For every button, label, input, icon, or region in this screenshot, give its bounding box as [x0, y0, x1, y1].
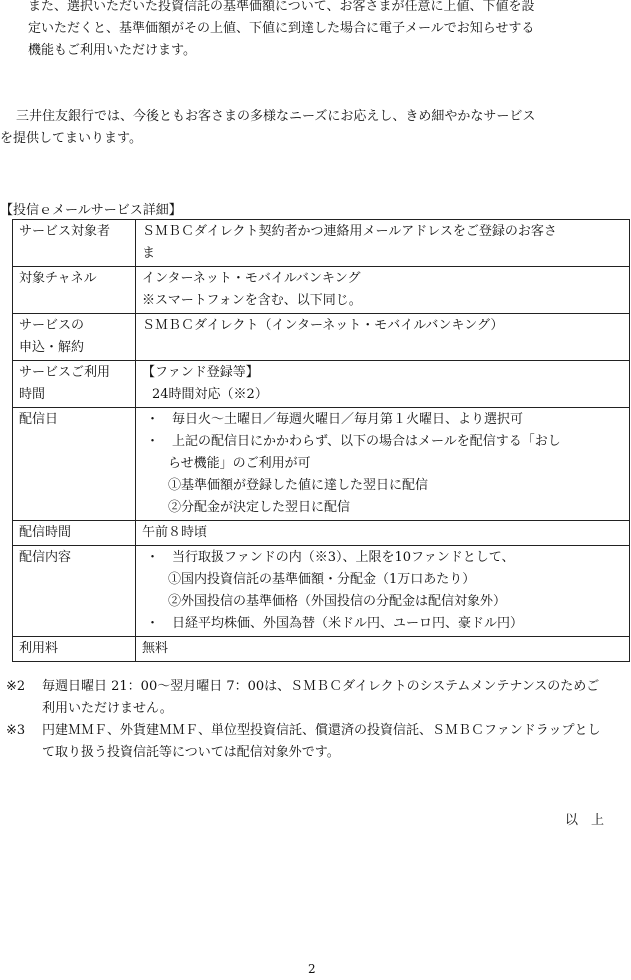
key-text: 配信内容 [19, 550, 72, 565]
table-value-cell [136, 408, 630, 521]
table-value-cell [136, 267, 630, 314]
footnote-marker: ※3 [6, 723, 26, 738]
value-text: らせ機能」のご利用が可 [168, 456, 311, 471]
value-text: ま [142, 246, 156, 261]
key-text: 時間 [19, 387, 46, 402]
table-key-cell [13, 220, 136, 267]
key-text: 申込・解約 [19, 340, 85, 355]
value-text: ※スマートフォンを含む、以下同じ。 [142, 293, 362, 308]
table-row-delivery-time [13, 521, 630, 546]
value-text: 午前８時頃 [142, 525, 208, 540]
key-text: サービス対象者 [19, 224, 111, 239]
value-text: ②分配金が決定した翌日に配信 [168, 500, 351, 515]
table-row-delivery-content [13, 546, 630, 637]
footnote [6, 676, 616, 720]
value-text: ・ 上記の配信日にかかわらず、以下の場合はメールを配信する「おし [146, 434, 561, 449]
key-text: 対象チャネル [19, 271, 97, 286]
table-key-cell [13, 267, 136, 314]
intro-line: 定いただくと、基準価額がその上値、下値に到達した場合に電子メールでお知らせする [28, 21, 535, 36]
table-key-cell [13, 361, 136, 408]
intro-paragraph [28, 0, 628, 62]
table-value-cell [136, 220, 630, 267]
table-value-cell [136, 637, 630, 662]
value-text: ＳＭＢＣダイレクト契約者かつ連絡用メールアドレスをご登録のお客さ [142, 224, 557, 239]
table-key-cell [13, 546, 136, 637]
closing-paragraph-line: を提供してまいります。 [0, 131, 142, 146]
intro-line: また、選択いただいた投資信託の基準価額について、お客さまが任意に上値、下値を設 [28, 0, 535, 14]
intro-line: 機能もご利用いただけます。 [28, 43, 196, 58]
footnote-text: 円建ＭＭＦ、外貨建ＭＭＦ、単位型投資信託、償還済の投資信託、ＳＭＢＣファンドラップとして取り扱う投資信託等については配信対象外です。 [42, 723, 601, 760]
table-title: 【投信ｅメールサービス詳細】 [0, 203, 182, 218]
page-number: 2 [308, 962, 316, 976]
table-value-cell [136, 314, 630, 361]
table-key-cell [13, 314, 136, 361]
value-text: ①基準価額が登録した値に達した翌日に配信 [168, 478, 429, 493]
table-value-cell [136, 361, 630, 408]
key-text: 配信日 [19, 412, 59, 427]
closing-paragraph [0, 106, 620, 150]
footnote-marker: ※2 [6, 679, 26, 694]
table-row-delivery-days [13, 408, 630, 521]
table-key-cell [13, 637, 136, 662]
value-text: 24時間対応（※2） [152, 387, 268, 402]
key-text: サービスの [19, 318, 85, 333]
value-text: ・ 毎日火～土曜日／毎週火曜日／毎月第１火曜日、より選択可 [146, 412, 524, 427]
service-detail-table [12, 219, 630, 662]
value-text: 【ファンド登録等】 [142, 365, 259, 380]
value-text: ①国内投資信託の基準価額・分配金（1万口あたり） [168, 572, 476, 587]
value-text: 無料 [142, 641, 169, 656]
value-text: ・ 当行取扱ファンドの内（※3）、上限を10ファンドとして、 [146, 550, 515, 565]
key-text: 配信時間 [19, 525, 72, 540]
table-value-cell [136, 546, 630, 637]
footnotes [6, 676, 616, 764]
closing-mark: 以 上 [565, 813, 605, 828]
value-text: ・ 日経平均株価、外国為替（米ドル円、ユーロ円、豪ドル円） [146, 616, 524, 631]
table-row-target-users [13, 220, 630, 267]
table-row-fee [13, 637, 630, 662]
value-text: ②外国投信の基準価格（外国投信の分配金は配信対象外） [168, 594, 507, 609]
table-row-channel [13, 267, 630, 314]
table-key-cell [13, 408, 136, 521]
key-text: 利用料 [19, 641, 59, 656]
closing-paragraph-line: 三井住友銀行では、今後ともお客さまの多様なニーズにお応えし、きめ細やかなサービス [16, 109, 536, 124]
key-text: サービスご利用 [19, 365, 111, 380]
table-row-application [13, 314, 630, 361]
footnote-text: 毎週日曜日 21：00～翌月曜日 7：00は、ＳＭＢＣダイレクトのシステムメンテナンスのためご利用いただけません。 [42, 679, 600, 716]
value-text: インターネット・モバイルバンキング [142, 271, 361, 286]
table-row-service-hours [13, 361, 630, 408]
table-value-cell [136, 521, 630, 546]
footnote [6, 720, 616, 764]
value-text: ＳＭＢＣダイレクト（インターネット・モバイルバンキング） [142, 318, 504, 333]
table-key-cell [13, 521, 136, 546]
